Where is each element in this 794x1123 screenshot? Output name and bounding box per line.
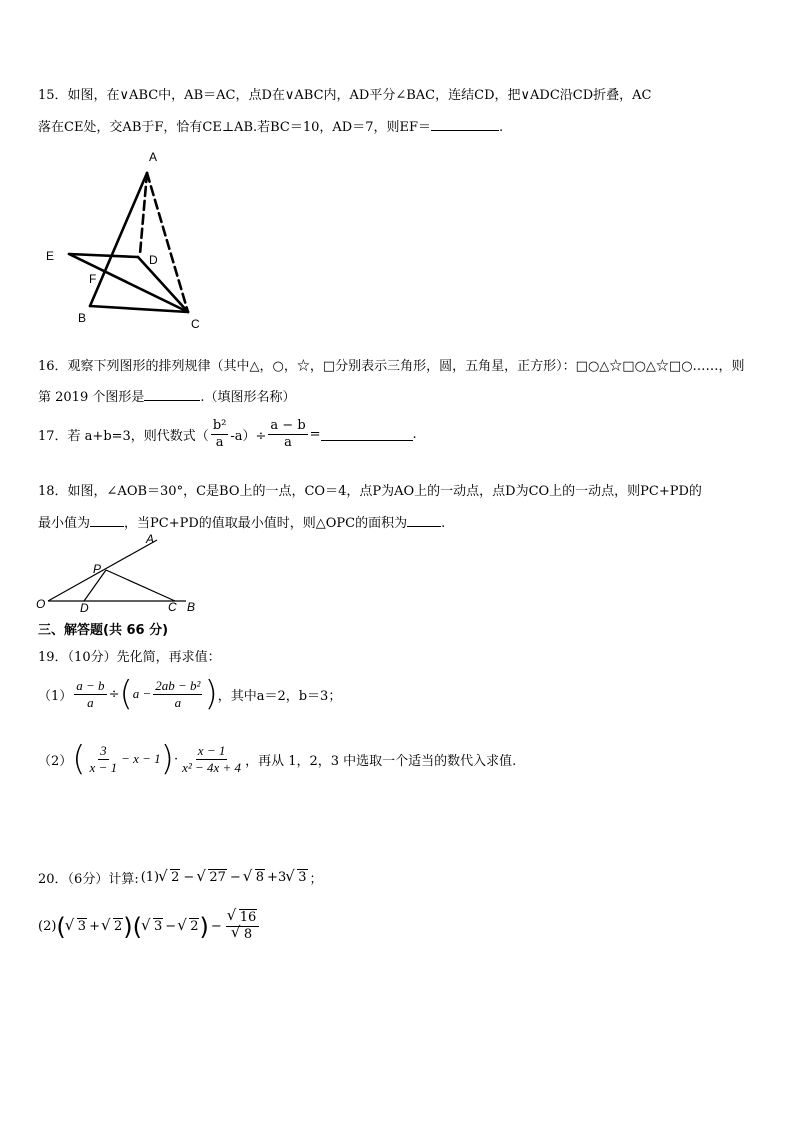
q20-p1-r4: 3 xyxy=(298,870,307,885)
q20-p1-sqrt2 xyxy=(198,870,227,885)
q17-frac2-den: a xyxy=(284,435,292,450)
q20-p2-label: (2) xyxy=(38,919,57,934)
q19-p2-frac1 xyxy=(88,743,120,776)
q19-p2-tail: ，再从 1，2，3 中选取一个适当的数代入求值. xyxy=(245,753,517,769)
q19-part1 xyxy=(38,674,342,714)
q18-answer-blank-2[interactable] xyxy=(407,514,441,527)
q16-answer-blank[interactable] xyxy=(144,388,200,401)
q20-p2-frac-den xyxy=(230,927,255,943)
q19-p2-mid: − x − 1 xyxy=(121,751,161,766)
q18-line1: 18．如图，∠AOB＝30°，C是BO上的一点，CO＝4，点P为AO上的一动点，点D为CO上的一动点，则PC+PD的 xyxy=(38,484,702,499)
q18-answer-blank-1[interactable] xyxy=(90,514,124,527)
q17-frac1-num: b² xyxy=(212,418,227,433)
section-3-heading: 三、解答题(共 66 分) xyxy=(38,623,169,638)
q20-p1-plus: +3 xyxy=(267,870,287,885)
q19-p2-rparen: ) xyxy=(160,739,174,779)
q19-p2-frac2-den: x² − 4x + 4 xyxy=(182,759,242,775)
q17-frac2 xyxy=(268,418,307,451)
q17-frac1 xyxy=(211,418,229,451)
q15-edge-ab xyxy=(90,173,147,306)
q17-suffix: . xyxy=(412,427,417,442)
q20-p1-label: (1) xyxy=(140,870,160,885)
q19-p1-lparen: ( xyxy=(119,674,133,714)
q20-p2-rparen1: ) xyxy=(123,912,133,941)
q19-part2 xyxy=(38,739,517,779)
q18-label-o: O xyxy=(36,597,46,611)
q18-line2-c: . xyxy=(441,516,446,531)
q15-label-a: A xyxy=(149,150,158,164)
q20-p2-sqrt4 xyxy=(179,919,199,934)
q19-p2-lparen: ( xyxy=(72,739,86,779)
q20-p2-sqrt2 xyxy=(103,919,123,934)
q18-segment-pc xyxy=(106,570,175,601)
q20-p2-minus: − xyxy=(165,919,177,934)
q16-line1: 16．观察下列图形的排列规律（其中△，○，☆，□分别表示三角形，圆，五角星，正方形）：□○△☆□○△☆□○……，则 xyxy=(38,359,745,374)
q19-p1-frac2-den: a xyxy=(174,694,182,710)
q15-figure xyxy=(40,148,220,333)
q20-title: 20．（6分）计算: xyxy=(38,872,139,887)
q20-p2-r4: 2 xyxy=(190,919,199,934)
q20-p2-r1: 3 xyxy=(77,919,87,934)
q15-label-f: F xyxy=(89,272,97,286)
q19-p2-frac1-num: 3 xyxy=(100,742,107,758)
q20-p2-sqrt1 xyxy=(67,919,87,934)
q20-p1-r1: 2 xyxy=(171,870,180,885)
q20-p1-sqrt1 xyxy=(160,870,180,885)
q15-label-b: B xyxy=(78,311,87,325)
q15-edge-bc xyxy=(90,306,188,312)
q18-line2 xyxy=(38,512,445,531)
q15-answer-blank[interactable] xyxy=(431,118,499,131)
q17-frac2-num: a − b xyxy=(270,418,306,433)
q18-label-c: C xyxy=(168,600,177,614)
q18-label-a: A xyxy=(146,532,155,546)
q18-label-d: D xyxy=(80,601,89,615)
q20-p1-r3: 8 xyxy=(255,870,265,885)
q19-title: 19．（10分）先化简，再求值： xyxy=(38,650,221,665)
q15-label-d: D xyxy=(149,253,158,267)
q19-p2-frac2 xyxy=(180,743,243,776)
q16-line2 xyxy=(38,386,296,405)
q17-line xyxy=(38,418,417,451)
q15-line2-suffix: . xyxy=(499,120,504,135)
q18-line2-b: ，当PC+PD的值取最小值时，则△OPC的面积为 xyxy=(124,516,408,531)
q19-p1-div: ÷ xyxy=(108,686,120,702)
q20-p1-m2: − xyxy=(229,870,241,885)
q19-p1-frac1-num: a − b xyxy=(76,677,105,693)
q18-figure xyxy=(34,530,214,615)
q15-line2 xyxy=(38,116,503,135)
q20-p2-fden: 8 xyxy=(243,927,253,942)
q17-mid: -a）÷ xyxy=(230,429,267,444)
q20-p1-m1: − xyxy=(183,870,195,885)
q19-p1-rparen: ) xyxy=(204,674,218,714)
q20-p1-sqrt4 xyxy=(287,870,307,885)
q16-line2-suffix: .（填图形名称） xyxy=(200,390,296,405)
q20-p1-r2: 27 xyxy=(209,870,226,885)
q20-p2-lparen2: ( xyxy=(132,912,143,941)
q19-p2-dot: · xyxy=(173,751,179,767)
q15-label-e: E xyxy=(46,249,55,263)
q18-line2-a: 最小值为 xyxy=(38,516,91,531)
q19-p1-tail: ，其中a＝2，b＝3； xyxy=(217,688,342,704)
q15-edge-ed xyxy=(69,254,138,257)
q17-frac1-den: a xyxy=(215,435,224,450)
q19-p2-frac1-den: x − 1 xyxy=(89,759,118,775)
q15-label-c: C xyxy=(191,317,200,331)
q19-p1-frac2 xyxy=(153,678,202,711)
q20-p2-minus2: − xyxy=(210,919,222,934)
q18-label-p: P xyxy=(93,562,102,576)
q20-p2-fnum: 16 xyxy=(239,910,257,925)
q18-label-b: B xyxy=(187,600,196,614)
q20-p2-sqrt3 xyxy=(143,919,163,934)
q20-p2-r2: 2 xyxy=(113,919,123,934)
q20-p2-r3: 3 xyxy=(154,919,163,934)
q19-p1-frac1 xyxy=(74,678,106,711)
q18-ray-oa xyxy=(48,540,157,601)
q17-eq: = xyxy=(309,427,321,442)
q20-p2-frac xyxy=(226,910,260,943)
q17-prefix: 17．若 a+b=3，则代数式（ xyxy=(38,429,209,444)
q15-line2-prefix: 落在CE处，交AB于F，恰有CE⊥AB.若BC＝10，AD＝7，则EF＝ xyxy=(38,120,432,135)
q19-p1-frac1-den: a xyxy=(87,694,94,710)
q17-answer-blank[interactable] xyxy=(321,428,413,441)
q20-p2-lparen1: ( xyxy=(56,912,66,941)
q19-p2-frac2-num: x − 1 xyxy=(197,742,226,758)
q19-p1-a: a − xyxy=(132,686,152,701)
q20-p2-rparen2: ) xyxy=(199,912,209,941)
q19-p1-frac2-num: 2ab − b² xyxy=(155,677,201,693)
q19-p2-label: （2） xyxy=(38,753,73,769)
q20-part1 xyxy=(38,868,323,887)
q15-edge-ec xyxy=(69,254,188,312)
q20-p1-sqrt3 xyxy=(245,870,265,885)
q15-line1: 15．如图，在∨ABC中，AB＝AC，点D在∨ABC内，AD平分∠BAC，连结CD，把∨ADC沿CD折叠，AC xyxy=(38,88,652,103)
q20-part2 xyxy=(38,910,261,943)
q19-p1-label: （1） xyxy=(38,688,73,704)
q20-p2-plus: + xyxy=(89,919,100,934)
q20-p1-tail: ； xyxy=(309,872,323,887)
q16-line2-prefix: 第 2019 个图形是 xyxy=(38,390,145,405)
